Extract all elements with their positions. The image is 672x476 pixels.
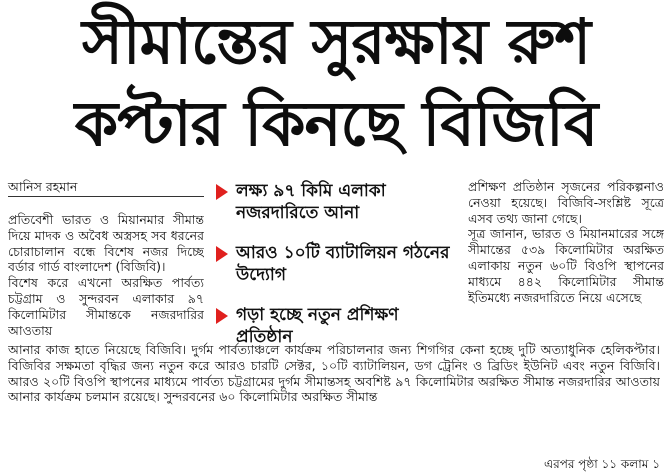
- highlight-text: লক্ষ্য ৯৭ কিমি এলাকা নজরদারিতে আনা: [236, 181, 386, 223]
- byline-divider: [8, 196, 204, 197]
- triangle-bullet-icon: [216, 308, 228, 324]
- continuation-note: এরপর পৃষ্ঠা ১১ কলাম ১: [543, 457, 660, 471]
- article-bottom-text: [8, 342, 660, 470]
- highlight-text: গড়া হচ্ছে নতুন প্রশিক্ষণ প্রতিষ্ঠান: [236, 305, 399, 347]
- highlights-box: [216, 180, 456, 366]
- highlight-item: [216, 242, 456, 286]
- bottom-paragraph: আনার কাজ হাতে নিয়েছে বিজিবি। দুর্গম পার্বত্যাঞ্চলে কার্যক্রম পরিচালনার জন্য শিগগির কেনা হচ্ছে দুটি অত্যাধুনিক হেলিকপ্টার। বিজিবির সক্ষমতা বৃদ্ধির জন্য নতুন করে আরও চারটি সেক্টর, ১০টি ব্যাটালিয়ন, ডগ ট্রেনিং ও ব্রিডিং ইউনিট এবং নতুন বিজিবি। আরও ২০টি বিওপি স্থাপনের মাধ্যমে পার্বত্য চট্টগ্রামের দুর্গম সীমান্তসহ অবশিষ্ট ৯৭ কিলোমিটার অরক্ষিত সীমান্ত নজরদারির আওতায় আনার কার্যক্রম চলমান রয়েছে। সুন্দরবনের ৬০ কিলোমিটার অরক্ষিত সীমান্ত: [8, 342, 660, 405]
- triangle-bullet-icon: [216, 184, 228, 200]
- article-column-1: [8, 212, 204, 358]
- highlight-text: আরও ১০টি ব্যাটালিয়ন গঠনের উদ্যোগ: [236, 243, 450, 285]
- article-column-3: [468, 179, 664, 347]
- triangle-bullet-icon: [216, 246, 228, 262]
- column1-paragraph-1: প্রতিবেশী ভারত ও মিয়ানমার সীমান্ত দিয়ে মাদক ও অবৈধ অস্ত্রসহ সব ধরনের চোরাচালান বন্ধে বিশেষ নজর দিচ্ছে বর্ডার গার্ড বাংলাদেশ (বিজিবি)।: [8, 212, 204, 275]
- column1-paragraph-2: বিশেষ করে এখনো অরক্ষিত পার্বত্য চট্টগ্রাম ও সুন্দরবন এলাকার ৯৭ কিলোমিটার সীমান্তকে নজরদারির আওতায়: [8, 275, 204, 338]
- byline: আনিস রহমান: [8, 179, 78, 194]
- headline-line-1: সীমান্তের সুরক্ষায় রুশ: [81, 5, 591, 78]
- column3-paragraph-1: প্রশিক্ষণ প্রতিষ্ঠান সৃজনের পরিকল্পনাও নেওয়া হয়েছে। বিজিবি-সংশ্লিষ্ট সূত্রে এসব তথ্য জানা গেছে।: [468, 179, 664, 226]
- highlight-item: [216, 180, 456, 224]
- column3-paragraph-2: সূত্র জানান, ভারত ও মিয়ানমারের সঙ্গে সীমান্তের ৫৩৯ কিলোমিটার অরক্ষিত এলাকায় নতুন ৬০টি বিওপি স্থাপনের মাধ্যমে ৪৪২ কিলোমিটার সীমান্ত ইতিমধ্যে নজরদারিতে নিয়ে এসেছে: [468, 226, 664, 305]
- headline-line-2: কপ্টার কিনছে বিজিবি: [74, 87, 598, 160]
